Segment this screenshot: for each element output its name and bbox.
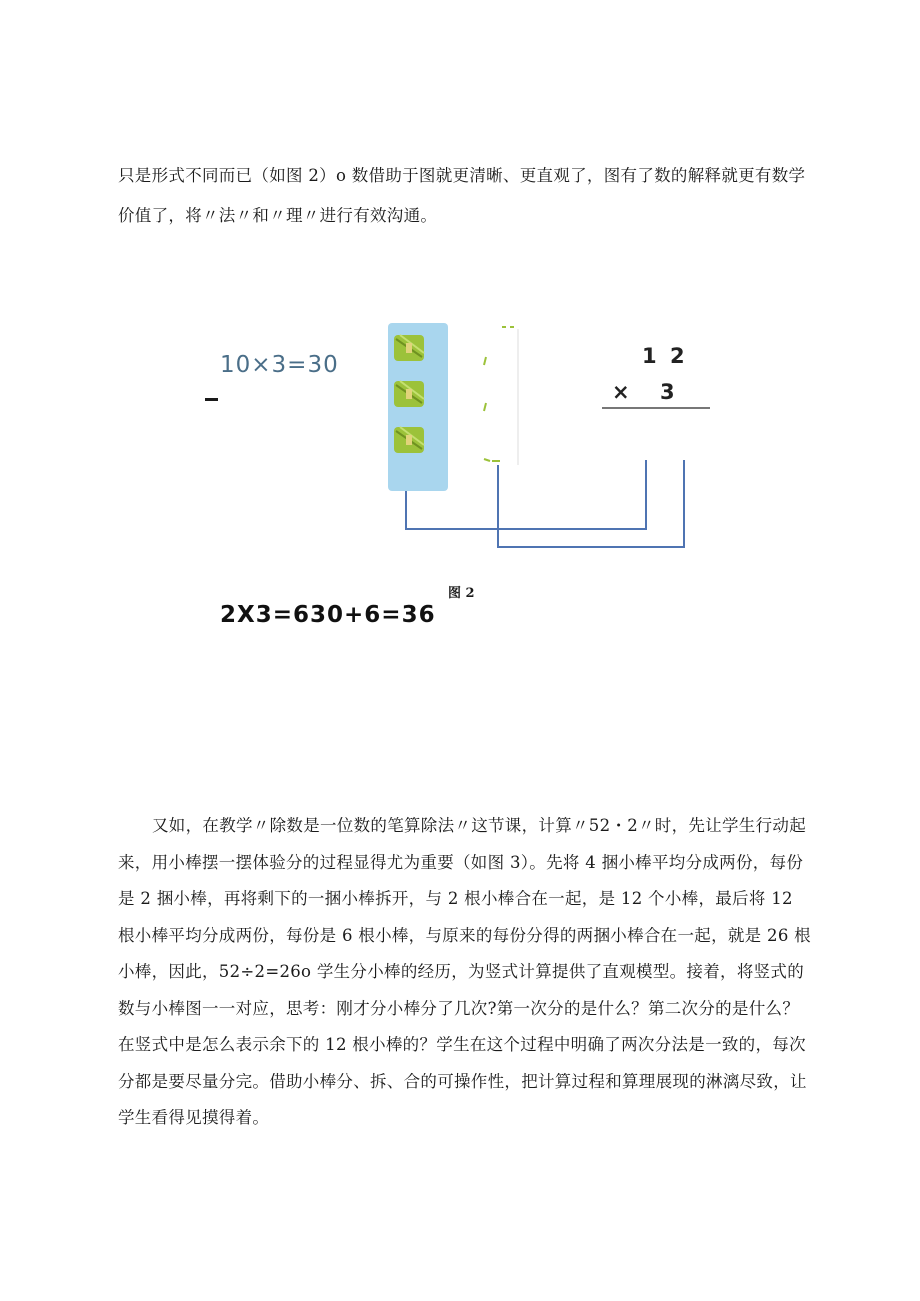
stick-bundle-icon [394,381,424,407]
paragraph-1-line-2: 价值了，将〃法〃和〃理〃进行有效沟通。 [118,206,438,225]
paragraph-1 [118,156,812,236]
figure-2-diagram [380,315,720,555]
equation-top: 10×3=30 [220,352,339,378]
paragraph-2-text: 又如，在教学〃除数是一位数的笔算除法〃这节课，计算〃52・2〃时，先让学生行动起来，用小棒摆一摆体验分的过程显得尤为重要（如图 3）。先将 4 捆小棒平均分成两份，每份是 2 捆小棒，再将剩下的一捆小棒拆开，与 2 根小棒合在一起，是 12 个小棒，最后将 12 根小棒平均分成两份，每份是 6 根小棒，与原来的每份分得的两捆小棒合在一起，就是 26 根小棒，因此，52÷2=26o 学生分小棒的经历，为竖式计算提供了直观模型。接着，将竖式的数与小棒图一一对应，思考：刚才分小棒分了几次?第一次分的是什么？第二次分的是什么？在竖式中是怎么表示余下的 12 根小棒的？学生在这个过程中明确了两次分法是一致的，每次分都是要尽量分完。借助小棒分、拆、合的可操作性，把计算过程和算理展现的淋漓尽致，让学生看得见摸得着。 [118,816,811,1127]
dash-mark [205,398,218,401]
stick-bundle-icon [394,427,424,453]
vertical-operator: × [612,380,630,404]
paragraph-2 [118,808,812,1137]
figure-caption: 图 2 [448,586,475,601]
stick-bundle-icon [394,335,424,361]
vertical-top-digit-2: 2 [670,344,685,368]
connector-ones [498,460,684,547]
vertical-top-digit-1: 1 [642,344,657,368]
paragraph-1-line-1: 只是形式不同而已（如图 2）o 数借助于图就更清晰、更直观了，图有了数的解释就更有数学 [118,166,806,185]
single-sticks-icon [484,327,514,461]
equation-bottom: 2X3=630+6=36 [220,602,436,628]
vertical-multiplier: 3 [660,380,675,404]
